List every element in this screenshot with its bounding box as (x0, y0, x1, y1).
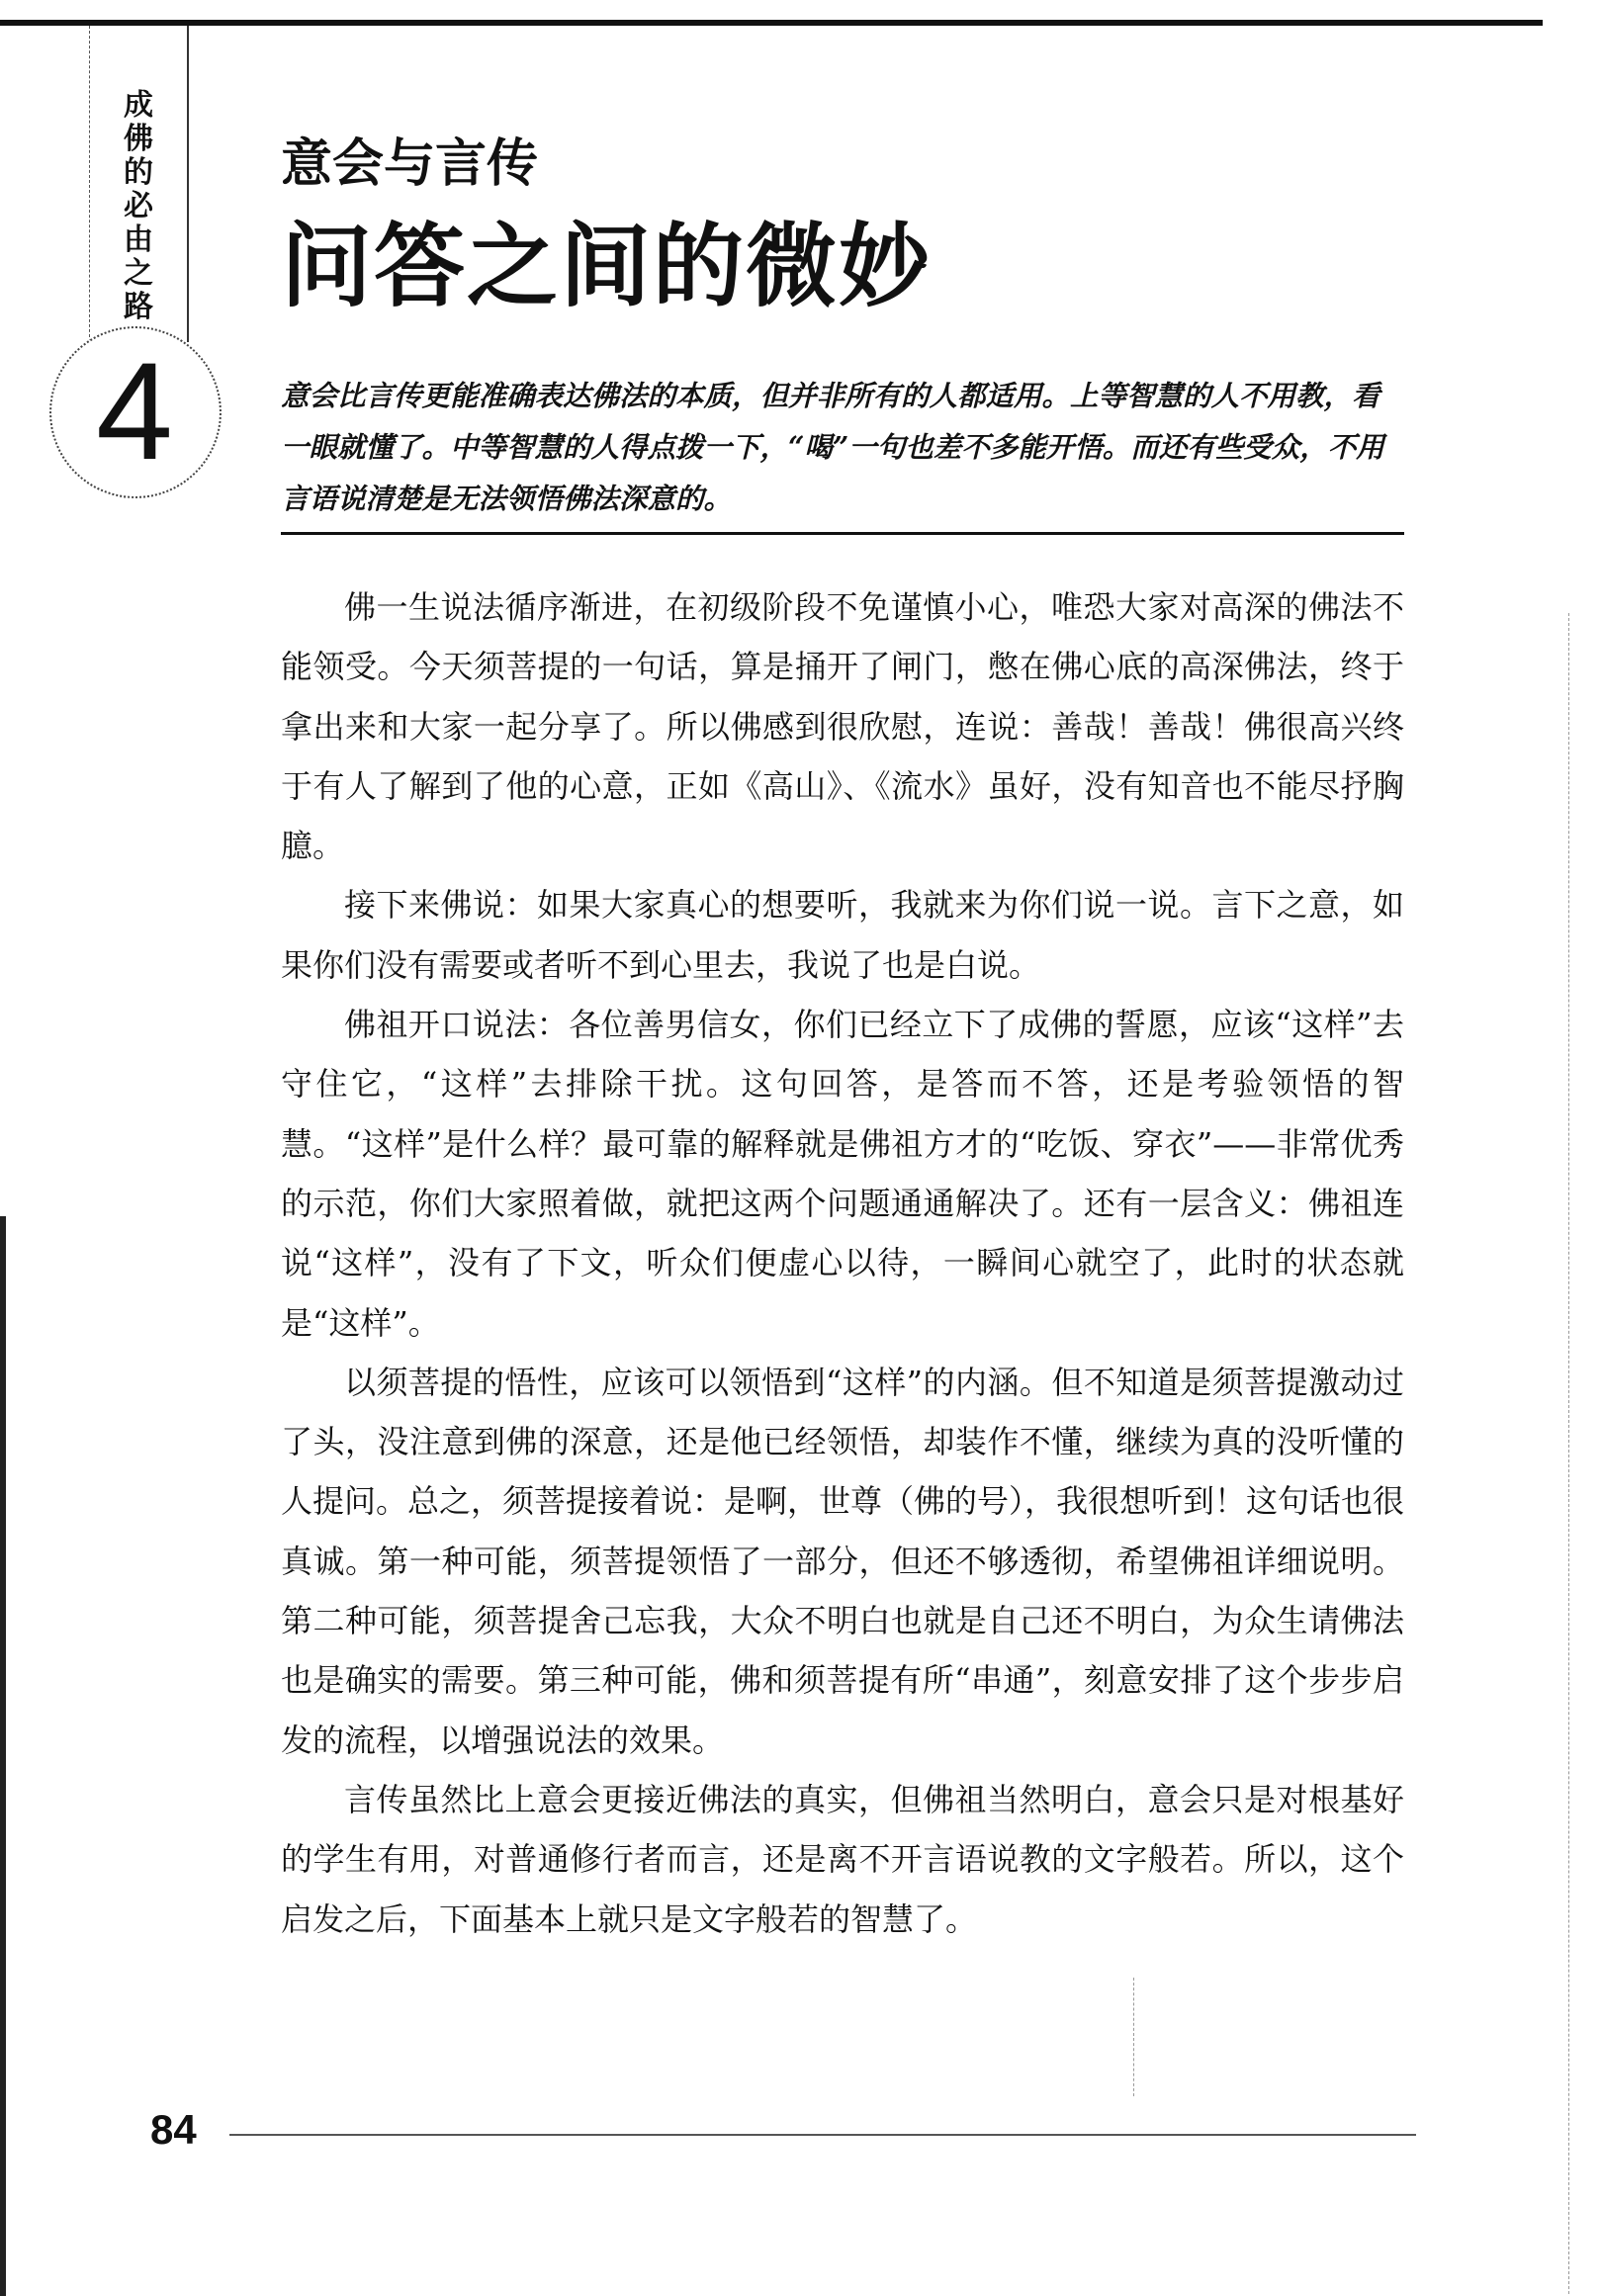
intro-divider (281, 532, 1404, 535)
body-paragraph: 佛一生说法循序渐进，在初级阶段不免谨慎小心，唯恐大家对高深的佛法不能领受。今天须菩提的一句话，算是捅开了闸门，憋在佛心底的高深佛法，终于拿出来和大家一起分享了。所以佛感到很欣慰，连说：善哉！善哉！佛很高兴终于有人了解到了他的心意，正如《高山》、《流水》虽好，没有知音也不能尽抒胸臆。 (281, 588, 1404, 865)
footer-rule (229, 2134, 1416, 2136)
top-rule (0, 20, 1543, 26)
body-paragraph: 接下来佛说：如果大家真心的想要听，我就来为你们说一说。言下之意，如果你们没有需要或者听不到心里去，我说了也是白说。 (281, 886, 1404, 984)
body-paragraph: 以须菩提的悟性，应该可以领悟到“这样”的内涵。但不知道是须菩提激动过了头，没注意到佛的深意，还是他已经领悟，却装作不懂，继续为真的没听懂的人提问。总之，须菩提接着说：是啊，世尊（佛的号），我很想听到！这句话也很真诚。第一种可能，须菩提领悟了一部分，但还不够透彻，希望佛祖详细说明。第二种可能，须菩提舍己忘我，大众不明白也就是自己还不明白，为众生请佛法也是确实的需要。第三种可能，佛和须菩提有所“串通”，刻意安排了这个步步启发的流程，以增强说法的效果。 (281, 1363, 1405, 1759)
page-number: 84 (150, 2106, 197, 2153)
scan-edge-shadow (0, 1216, 6, 2296)
chapter-number: 4 (96, 333, 173, 488)
section-title: 问答之间的微妙 (281, 214, 933, 319)
body-paragraph: 言传虽然比上意会更接近佛法的真实，但佛祖当然明白，意会只是对根基好的学生有用，对普通修行者而言，还是离不开言语说教的文字般若。所以，这个启发之后，下面基本上就只是文字般若的智慧了。 (281, 1780, 1404, 1938)
body-paragraph: 佛祖开口说法：各位善男信女，你们已经立下了成佛的誓愿，应该“这样”去守住它，“这样”去排除干扰。这句回答，是答而不答，还是考验领悟的智慧。“这样”是什么样？最可靠的解释就是佛祖方才的“吃饭、穿衣”——非常优秀的示范，你们大家照着做，就把这两个问题通通解决了。还有一层含义：佛祖连说“这样”，没有了下文，听众们便虚心以待，一瞬间心就空了，此时的状态就是“这样”。 (281, 1006, 1404, 1342)
intro-text: 意会比言传更能准确表达佛法的本质，但并非所有的人都适用。上等智慧的人不用教，看一眼就懂了。中等智慧的人得点拨一下，“喝”一句也差不多能开悟。而还有些受众，不用言语说清楚是无法领悟佛法深意的。 (281, 379, 1384, 515)
scan-mark (1133, 1978, 1134, 2096)
section-subtitle: 意会与言传 (281, 133, 539, 194)
body-text (281, 577, 1404, 1949)
side-tab-title: 成佛的必由之路 (124, 88, 153, 324)
scan-mark (1568, 613, 1569, 2294)
